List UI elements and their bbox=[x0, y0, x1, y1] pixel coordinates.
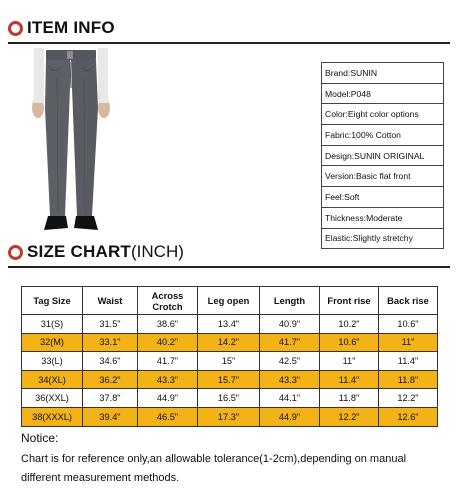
column-header: Length bbox=[260, 287, 320, 315]
circle-bullet-icon bbox=[8, 21, 23, 36]
tag-size-cell: 32(M) bbox=[22, 333, 83, 352]
size-chart-unit: (INCH) bbox=[131, 242, 184, 261]
info-row bbox=[322, 145, 444, 166]
notice-text: Chart is for reference only,an allowable tolerance(1-2cm),depending on manual different measurement methods. bbox=[21, 453, 407, 484]
tag-size-cell: 38(XXXL) bbox=[22, 407, 83, 426]
measurement-cell: 13.4" bbox=[198, 315, 260, 334]
info-row bbox=[322, 187, 444, 208]
info-cell: Model:P048 bbox=[322, 83, 444, 104]
measurement-cell: 33.1" bbox=[83, 333, 138, 352]
column-header: Across Crotch bbox=[138, 287, 198, 315]
column-header: Waist bbox=[83, 287, 138, 315]
info-row bbox=[322, 207, 444, 228]
measurement-cell: 10.2" bbox=[320, 315, 379, 334]
measurement-cell: 31.5" bbox=[83, 315, 138, 334]
tag-size-cell: 31(S) bbox=[22, 315, 83, 334]
item-info-title: ITEM INFO bbox=[27, 18, 115, 37]
measurement-cell: 11" bbox=[379, 333, 438, 352]
info-row bbox=[322, 104, 444, 125]
info-cell: Feel:Soft bbox=[322, 187, 444, 208]
measurement-cell: 41.7" bbox=[260, 333, 320, 352]
item-info-header bbox=[8, 14, 115, 42]
info-cell: Version:Basic flat front bbox=[322, 166, 444, 187]
circle-bullet-icon bbox=[8, 245, 23, 260]
info-cell: Thickness:Moderate bbox=[322, 207, 444, 228]
item-info-table bbox=[321, 62, 444, 249]
measurement-cell: 43.3" bbox=[138, 370, 198, 389]
measurement-cell: 16.5" bbox=[198, 389, 260, 408]
measurement-cell: 37.8" bbox=[83, 389, 138, 408]
measurement-cell: 17.3" bbox=[198, 407, 260, 426]
measurement-cell: 15" bbox=[198, 352, 260, 371]
pants-product-image bbox=[18, 48, 123, 236]
measurement-cell: 34.6" bbox=[83, 352, 138, 371]
info-cell: Elastic:Slightly stretchy bbox=[322, 228, 444, 249]
measurement-cell: 11" bbox=[320, 352, 379, 371]
measurement-cell: 11.4" bbox=[379, 352, 438, 371]
info-cell: Brand:SUNIN bbox=[322, 63, 444, 84]
measurement-cell: 10.6" bbox=[320, 333, 379, 352]
measurement-cell: 43.3" bbox=[260, 370, 320, 389]
measurement-cell: 11.4" bbox=[320, 370, 379, 389]
measurement-cell: 36.2" bbox=[83, 370, 138, 389]
measurement-cell: 12.2" bbox=[320, 407, 379, 426]
table-row bbox=[22, 389, 438, 408]
table-row bbox=[22, 370, 438, 389]
info-cell: Design:SUNIN ORIGINAL bbox=[322, 145, 444, 166]
measurement-cell: 11.8" bbox=[320, 389, 379, 408]
measurement-cell: 42.5" bbox=[260, 352, 320, 371]
column-header: Tag Size bbox=[22, 287, 83, 315]
notice-title: Notice: bbox=[21, 431, 59, 445]
measurement-cell: 11.8" bbox=[379, 370, 438, 389]
column-header: Leg open bbox=[198, 287, 260, 315]
info-row bbox=[322, 228, 444, 249]
measurement-cell: 40.2" bbox=[138, 333, 198, 352]
size-chart-table bbox=[21, 286, 438, 427]
measurement-cell: 40.9" bbox=[260, 315, 320, 334]
size-chart-header-row bbox=[22, 287, 438, 315]
column-header: Back rise bbox=[379, 287, 438, 315]
tag-size-cell: 34(XL) bbox=[22, 370, 83, 389]
measurement-cell: 14.2" bbox=[198, 333, 260, 352]
measurement-cell: 44.1" bbox=[260, 389, 320, 408]
table-row bbox=[22, 315, 438, 334]
column-header: Front rise bbox=[320, 287, 379, 315]
measurement-cell: 41.7" bbox=[138, 352, 198, 371]
item-info-divider bbox=[8, 42, 450, 44]
measurement-cell: 44.9" bbox=[260, 407, 320, 426]
measurement-cell: 12.6" bbox=[379, 407, 438, 426]
measurement-cell: 15.7" bbox=[198, 370, 260, 389]
tag-size-cell: 36(XXL) bbox=[22, 389, 83, 408]
info-row bbox=[322, 63, 444, 84]
measurement-cell: 44.9" bbox=[138, 389, 198, 408]
measurement-cell: 12.2" bbox=[379, 389, 438, 408]
measurement-cell: 46.5" bbox=[138, 407, 198, 426]
table-row bbox=[22, 333, 438, 352]
measurement-cell: 39.4" bbox=[83, 407, 138, 426]
info-cell: Color:Eight color options bbox=[322, 104, 444, 125]
tag-size-cell: 33(L) bbox=[22, 352, 83, 371]
table-row bbox=[22, 352, 438, 371]
info-row bbox=[322, 125, 444, 146]
info-row bbox=[322, 166, 444, 187]
measurement-cell: 10.6" bbox=[379, 315, 438, 334]
info-cell: Fabric:100% Cotton bbox=[322, 125, 444, 146]
size-chart-header bbox=[8, 238, 184, 266]
size-chart-divider bbox=[8, 266, 450, 268]
size-chart-title: SIZE CHART bbox=[27, 242, 131, 261]
table-row bbox=[22, 407, 438, 426]
measurement-cell: 38.6" bbox=[138, 315, 198, 334]
info-row bbox=[322, 83, 444, 104]
